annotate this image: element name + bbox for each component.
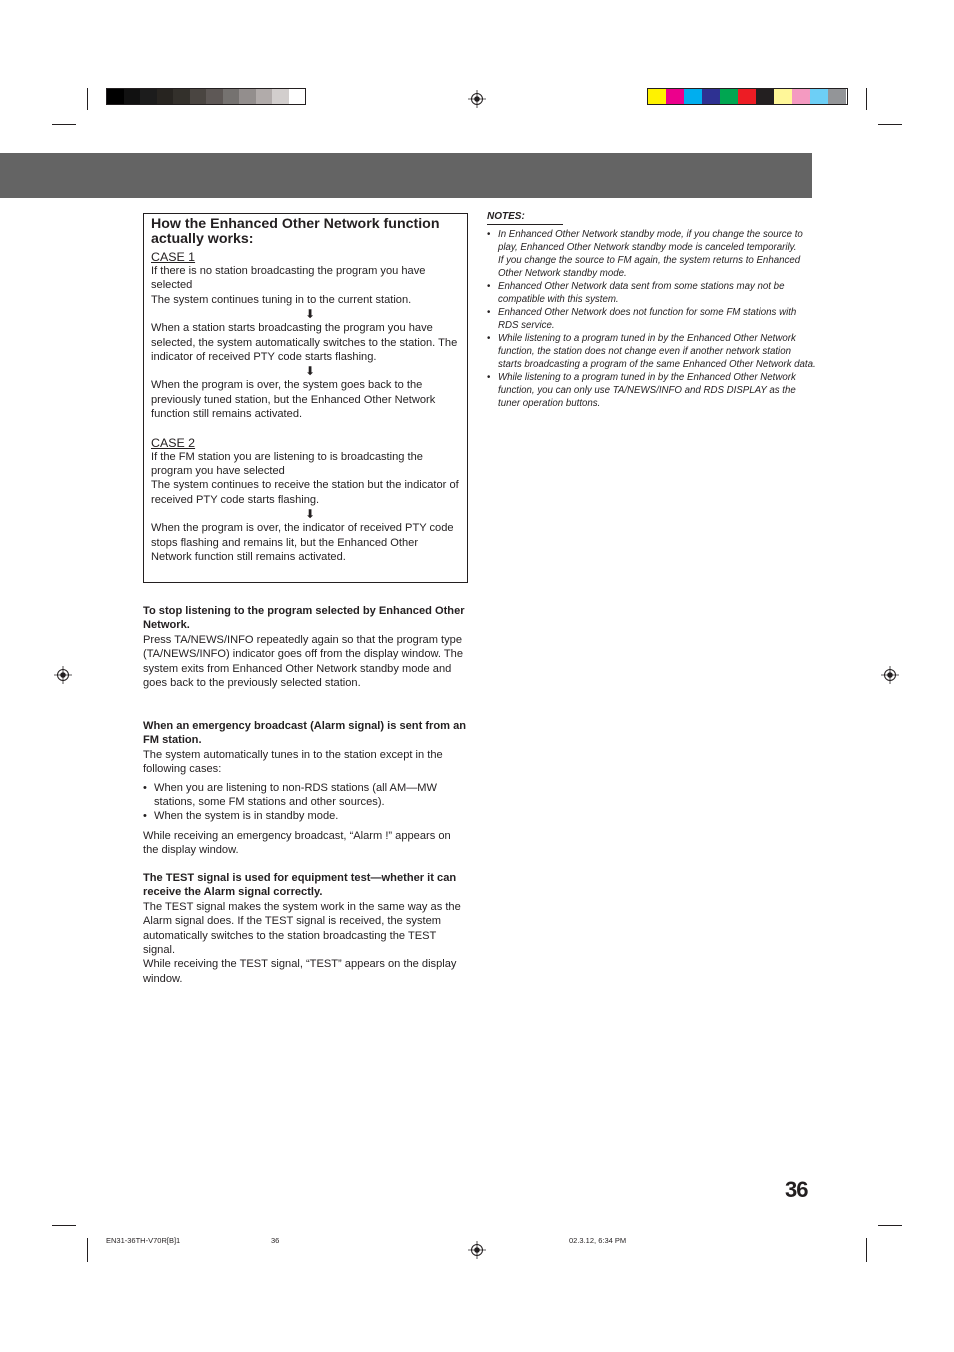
list-item — [487, 371, 817, 410]
bullet-icon: • — [487, 229, 491, 240]
case1-label: CASE 1 — [151, 250, 196, 264]
color-swatch — [206, 89, 223, 104]
note-text: Enhanced Other Network data sent from some stations may not be compatible with this system. — [498, 281, 785, 305]
list-item — [487, 280, 817, 306]
notes-list — [487, 228, 817, 410]
case1-step1: The system continues tuning in to the current station. — [151, 293, 412, 306]
color-swatch — [756, 89, 774, 104]
notes-title: NOTES: — [487, 211, 525, 222]
case2-condition: If the FM station you are listening to is broadcasting the program you have selected — [151, 450, 423, 478]
note-text: If you change the source to FM again, the system returns to Enhanced Other Network standby mode. — [498, 255, 801, 279]
color-swatch — [738, 89, 756, 104]
color-swatch — [666, 89, 684, 104]
color-swatch — [828, 89, 846, 104]
color-swatch — [684, 89, 702, 104]
stop-heading: To stop listening to the program selected by Enhanced Other Network. — [143, 605, 465, 632]
note-text: While listening to a program tuned in by the Enhanced Other Network function, the station does not change even if another network station starts broadcasting a program of the same Enhanced Other Network data. — [498, 333, 816, 370]
registration-mark-icon — [468, 90, 486, 108]
alarm-after: While receiving an emergency broadcast, “Alarm !” appears on the display window. — [143, 829, 451, 857]
color-swatch — [173, 89, 190, 104]
color-swatch — [140, 89, 157, 104]
stop-body: Press TA/NEWS/INFO repeatedly again so that the program type (TA/NEWS/INFO) indicator goes off from the display window. The system exits from Enhanced Other Network standby mode and goes back to the previously selected station. — [143, 633, 463, 690]
header-band — [0, 153, 812, 198]
color-swatch — [223, 89, 240, 104]
note-text: In Enhanced Other Network standby mode, if you change the source to play, Enhanced Other Network standby mode is canceled temporarily. — [498, 229, 803, 253]
registration-mark-icon — [54, 666, 72, 684]
color-swatch — [272, 89, 289, 104]
crop-mark — [52, 124, 76, 125]
bullet-icon: • — [487, 333, 491, 344]
notes-underline — [487, 224, 563, 225]
page-number: 36 — [785, 1177, 808, 1202]
note-text: While listening to a program tuned in by the Enhanced Other Network function, you can only use TA/NEWS/INFO and RDS DISPLAY as the tuner operation buttons. — [498, 372, 796, 409]
footer-page: 36 — [271, 1236, 280, 1245]
color-swatch — [256, 89, 273, 104]
case1-step3: When the program is over, the system goes back to the previously tuned station, but the Enhanced Other Network function still remains activated. — [151, 379, 436, 421]
test-heading: The TEST signal is used for equipment test—whether it can receive the Alarm signal correctly. — [143, 872, 457, 899]
alarm-heading: When an emergency broadcast (Alarm signal) is sent from an FM station. — [143, 720, 467, 747]
color-swatch — [792, 89, 810, 104]
color-swatch — [289, 89, 306, 104]
test-section — [143, 871, 469, 986]
crop-mark — [866, 1238, 867, 1262]
note-text: Enhanced Other Network does not function for some FM stations with RDS service. — [498, 307, 797, 331]
case1-step2: When a station starts broadcasting the program you have selected, the system automatically switches to the station. The indicator of received PTY code starts flashing. — [151, 322, 458, 364]
stop-section — [143, 604, 469, 690]
down-arrow-icon: ⬇ — [304, 507, 316, 522]
crop-mark — [87, 88, 88, 110]
crop-mark — [878, 1225, 902, 1226]
color-swatch — [190, 89, 207, 104]
case2-label: CASE 2 — [151, 435, 196, 450]
list-item — [487, 228, 817, 280]
color-swatch — [107, 89, 124, 104]
down-arrow-icon: ⬇ — [304, 307, 316, 322]
list-item — [487, 306, 817, 332]
color-swatch — [157, 89, 174, 104]
grayscale-swatch-bar — [106, 88, 306, 105]
case2-step1: The system continues to receive the station but the indicator of received PTY code starts flashing. — [151, 479, 459, 506]
list-item — [487, 332, 817, 371]
bullet-icon: • — [487, 372, 491, 383]
color-swatch — [720, 89, 738, 104]
color-swatch — [124, 89, 141, 104]
footer-code: EN31-36TH-V70R[B]1 — [106, 1236, 181, 1245]
registration-mark-icon — [881, 666, 899, 684]
footer-date: 02.3.12, 6:34 PM — [569, 1236, 627, 1245]
alarm-body: The system automatically tunes in to the station except in the following cases: — [143, 748, 443, 776]
registration-mark-icon — [468, 1241, 486, 1259]
crop-mark — [878, 124, 902, 125]
crop-mark — [52, 1225, 76, 1226]
alarm-section — [143, 719, 469, 858]
color-swatch — [648, 89, 666, 104]
test-body: The TEST signal makes the system work in the same way as the Alarm signal does. If the TEST signal is received, the system automatically switches to the station broadcasting the TEST signal. — [143, 900, 461, 957]
list-item: • When you are listening to non-RDS stations (all AM—MW stations, some FM stations and other sources). — [143, 781, 469, 810]
color-swatch — [239, 89, 256, 104]
test-body: While receiving the TEST signal, “TEST” appears on the display window. — [143, 958, 457, 985]
alarm-exceptions-list — [143, 781, 469, 824]
down-arrow-icon: ⬇ — [304, 364, 316, 379]
case2-step2: When the program is over, the indicator of received PTY code stops flashing and remains lit, but the Enhanced Other Network function still remains activated. — [151, 522, 454, 564]
crop-mark — [87, 1238, 88, 1262]
eon-function-box — [143, 213, 468, 583]
box-title: How the Enhanced Other Network function actually works: — [151, 216, 440, 247]
color-swatch — [702, 89, 720, 104]
list-item: • When the system is in standby mode. — [143, 809, 469, 823]
case1-condition: If there is no station broadcasting the program you have selected — [151, 265, 426, 292]
crop-mark — [866, 88, 867, 110]
bullet-icon: • — [487, 307, 491, 318]
color-swatch-bar — [647, 88, 848, 105]
color-swatch — [810, 89, 828, 104]
bullet-icon: • — [487, 281, 491, 292]
color-swatch — [774, 89, 792, 104]
